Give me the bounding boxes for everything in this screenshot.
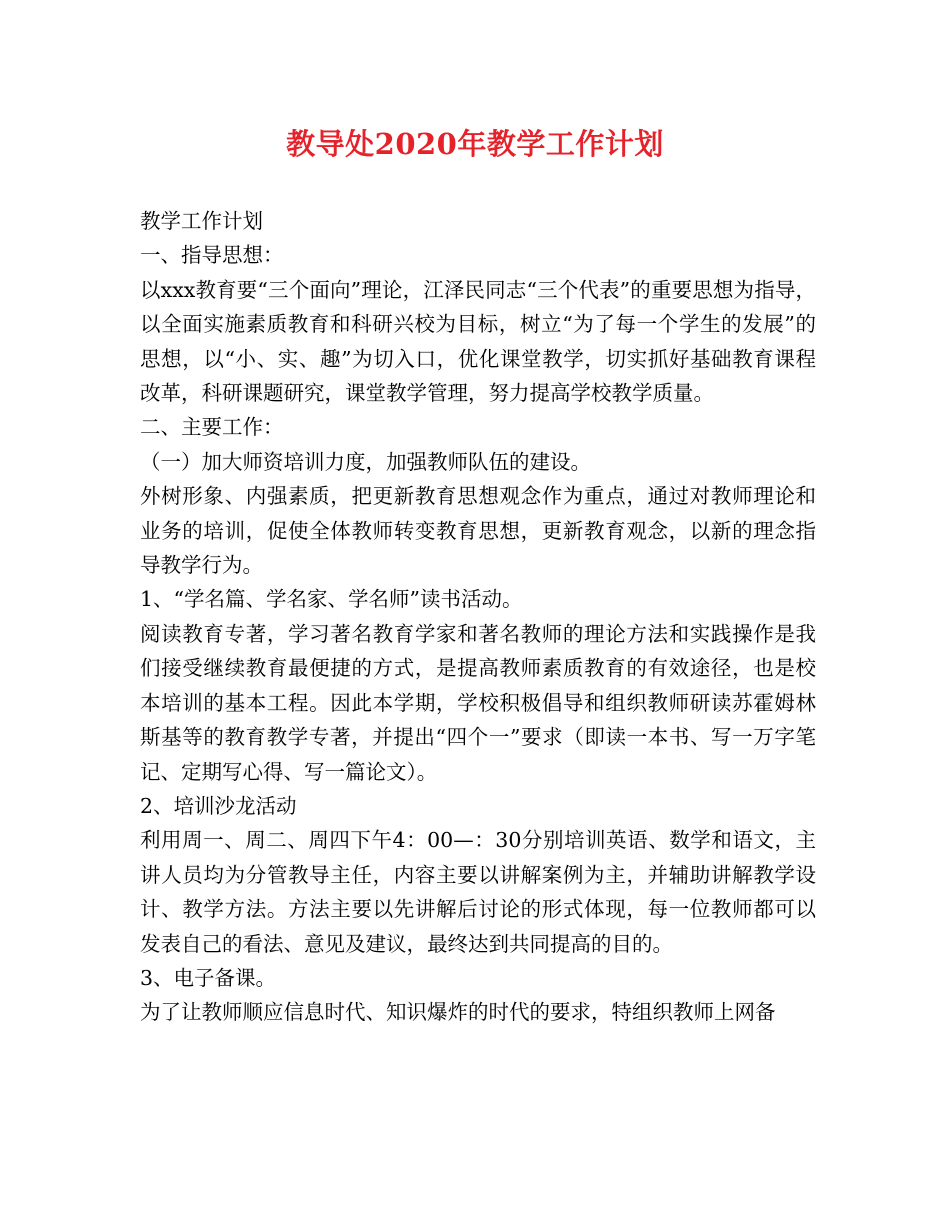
document-title: 教导处2020年教学工作计划 bbox=[286, 127, 664, 161]
section-heading-main-work: 二、主要工作： bbox=[140, 415, 284, 440]
item-heading-electronic-lesson-prep: 3、电子备课。 bbox=[140, 965, 277, 990]
paragraph-heading: 教学工作计划 bbox=[140, 209, 263, 233]
document-body bbox=[140, 204, 816, 1030]
section-heading-guiding-ideology: 一、指导思想： bbox=[140, 243, 284, 268]
item-heading-reading-activity: 1、“学名篇、学名家、学名师”读书活动。 bbox=[140, 587, 523, 612]
paragraph: 利用周一、周二、周四下午4：00—：30分别培训英语、数学和语文，主讲人员均为分管教导主任，内容主要以讲解案例为主，并辅助讲解教学设计、教学方法。方法主要以先讲解后讨论的形式体现，每一位教师都可以发表自己的看法、意见及建议，最终达到共同提高的目的。 bbox=[140, 828, 816, 956]
subsection-heading: （一）加大师资培训力度，加强教师队伍的建设。 bbox=[140, 449, 591, 474]
paragraph: 阅读教育专著，学习著名教育学家和著名教师的理论方法和实践操作是我们接受继续教育最便捷的方式，是提高教师素质教育的有效途径，也是校本培训的基本工程。因此本学期，学校积极倡导和组织教师研读苏霍姆林斯基等的教育教学专著，并提出“四个一”要求（即读一本书、写一万字笔记、定期写心得、写一篇论文）。 bbox=[140, 621, 816, 784]
paragraph: 为了让教师顺应信息时代、知识爆炸的时代的要求，特组织教师上网备 bbox=[140, 1000, 776, 1025]
item-heading-training-salon: 2、培训沙龙活动 bbox=[140, 793, 297, 818]
paragraph: 以xxx教育要“三个面向”理论，江泽民同志“三个代表”的重要思想为指导，以全面实施素质教育和科研兴校为目标，树立“为了每一个学生的发展”的思想，以“小、实、趣”为切入口，优化课堂教学，切实抓好基础教育课程改革，科研课题研究，课堂教学管理，努力提高学校教学质量。 bbox=[140, 277, 816, 406]
paragraph: 外树形象、内强素质，把更新教育思想观念作为重点，通过对教师理论和业务的培训，促使全体教师转变教育思想，更新教育观念，以新的理念指导教学行为。 bbox=[140, 484, 816, 578]
